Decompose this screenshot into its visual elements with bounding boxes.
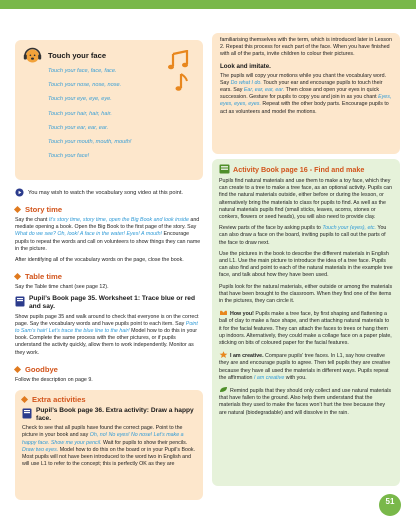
goodbye-paragraph: Follow the description on page 9.: [15, 376, 93, 383]
extra-activities-box: [15, 390, 203, 500]
extra-activities-paragraph: Check to see that all pupils have found the correct page. Point to the picture in your book and say Oh, no! No eyes! No nose! Let’s make a happy face. Show me your pencil. Wait for pupils to show their pencils. Draw two eyes. Model how to do this on the board or in your Pupil’s Book. Most pupils will not have been introduced to the word two in English and will use L1 to refer to the concept; this is perfectly OK as they are: [22, 425, 196, 468]
continued-paragraph: familiarising themselves with the term, which is introduced later in Lesson 2. Repeat this process for each part of the face. When you have finished with all of the parts, invite children to colour their pictures.: [220, 37, 392, 58]
activity-paragraph-6: I am creative. Compare pupils’ tree faces. In L1, say how creative they are and encourage pupils to agree. Then tell pupils they are creative because they have all used the materials in different ways. Pupils repeat the affirmation I am creative with you.: [219, 353, 391, 381]
bullet-diamond-icon: [14, 273, 21, 280]
singing-face-icon: [23, 47, 42, 63]
activity-paragraph-4: Pupils look for the natural materials, either outside or among the materials that have been brought to the classroom. When they find one of the items in the pictures, they can circle it.: [219, 283, 393, 305]
video-tip-text: You may wish to watch the vocabulary song video at this point.: [28, 189, 183, 196]
activity-paragraph-5: How you! Pupils make a tree face, by first shaping and flattening a ball of clay to make a face shape, and then attaching natural materials to it for the facial features. They can attach the faces to trees or hang them up indoors. Alternatively, they could make a collage face on a paper plate, sticking on bits of coloured paper for the facial features.: [219, 311, 392, 347]
table-time-paragraph-2: Show pupils page 35 and walk around to check that everyone is on the correct page. Say the vocabulary words and have pupils point to each item. Say Point to Sam’s hair! Let’s trace the blue line to the hair! Model how to do this in your book. Complete the same process with the other pictures, or if pupils understand the activity quickly, allow them to work independently. Monitor as they work.: [15, 313, 199, 356]
bullet-diamond-icon: [21, 396, 28, 403]
look-and-imitate-paragraph: The pupils will copy your motions while you chant the vocabulary word. Say Do what I do. Touch your ear and encourage pupils to touch their ears. Say Ear, ear, ear, ear. Then close and open your eyes in quick succession. Gesture for pupils to copy you and join in as you chant Eyes, eyes, eyes, eyes. Repeat with the other body parts. Encourage pupils to act as volunteers and model the motions.: [220, 72, 392, 115]
bullet-diamond-icon: [14, 366, 21, 373]
activity-book-box: [212, 159, 400, 486]
song-line-3: Touch your eye, eye, eye.: [48, 96, 112, 103]
song-line-2: Touch your nose, nose, nose.: [48, 82, 122, 89]
song-line-7: Touch your face!: [48, 153, 90, 160]
song-line-5: Touch your ear, ear, ear.: [48, 124, 109, 131]
extra-activities-heading: Extra activities: [22, 395, 196, 404]
goodbye-heading: Goodbye: [15, 365, 203, 374]
song-line-1: Touch your face, face, face.: [48, 68, 117, 74]
story-time-paragraph-2: After identifying all of the vocabulary words on the page, close the book.: [15, 257, 184, 264]
activity-paragraph-7: Remind pupils that they should only collect and use natural materials that have fallen to the ground. Also help them understand that the materials they used to make the faces won’t hurt the tree because they are natural (biodegradable) and will dissolve in the rain.: [219, 388, 392, 416]
song-title: Touch your face: [48, 50, 107, 60]
activity-paragraph-2: Review parts of the face by asking pupils to Touch your (eyes), etc. You can also draw a face on the board, inviting pupils to call out the parts of the face to draw next.: [219, 225, 387, 246]
song-line-4: Touch your hair, hair, hair.: [48, 110, 112, 117]
play-video-icon: [15, 188, 24, 197]
music-notes-icon: [167, 50, 193, 92]
extra-activities-continued-box: [212, 33, 400, 154]
table-time-heading: Table time: [15, 272, 203, 281]
song-box: [15, 40, 203, 180]
activity-book-icon: [219, 164, 230, 174]
activity-paragraph-1: Pupils find natural materials and use them to make a toy face, which they can create to a tree to make a tree face, as an optional activity. Pupils can find the natural materials outside, either before or during the lesson, or alternatively bring the materials to class for pupils to find. As well as the natural materials pupils find (small sticks, leaves, acorns, stones or conkers, flowers or seed heads), you will also need to provide clay.: [219, 178, 393, 221]
star-icon: [219, 351, 228, 358]
book-icon: [22, 408, 32, 419]
story-time-heading: Story time: [15, 205, 203, 214]
activity-book-heading: Activity Book page 16 - Find and make: [219, 164, 393, 174]
table-time-paragraph-1: Say the Table time chant (see page 12).: [15, 284, 109, 291]
song-line-6: Touch your mouth, mouth, mouth!: [48, 138, 132, 145]
page-number: 51: [379, 494, 401, 516]
pupils-book-35-heading: Pupil’s Book page 35. Worksheet 1: Trace blue or red and say.: [15, 295, 203, 310]
left-column: [15, 40, 203, 500]
activity-paragraph-3: Use the pictures in the book to describe the different materials in English and L1. Use the main picture to introduce the idea of a tree face. Pupils can also find and point to each of the natural materials in the example tree face, and talk about how they have been used.: [219, 250, 393, 279]
look-and-imitate-heading: Look and imitate.: [220, 62, 271, 70]
top-accent-bar: [0, 0, 416, 9]
leaf-icon: [219, 386, 228, 393]
bullet-diamond-icon: [14, 206, 21, 213]
pupils-book-36-heading: Pupil’s Book page 36. Extra activity: Draw a happy face.: [22, 407, 196, 422]
right-column: [212, 33, 400, 486]
video-tip: [15, 188, 203, 197]
hands-icon: [219, 309, 228, 316]
story-time-paragraph-1: Say the chant It’s story time, story time, open the Big Book and look inside and mediate opening a book. Open the Big Book to the first page of the story. Say What do we see? Oh, look! A face in the water! Eyes! A mouth! Encourage pupils to repeat the words and call on volunteers to show things they can name in the picture.: [15, 217, 201, 252]
book-icon: [15, 296, 25, 307]
